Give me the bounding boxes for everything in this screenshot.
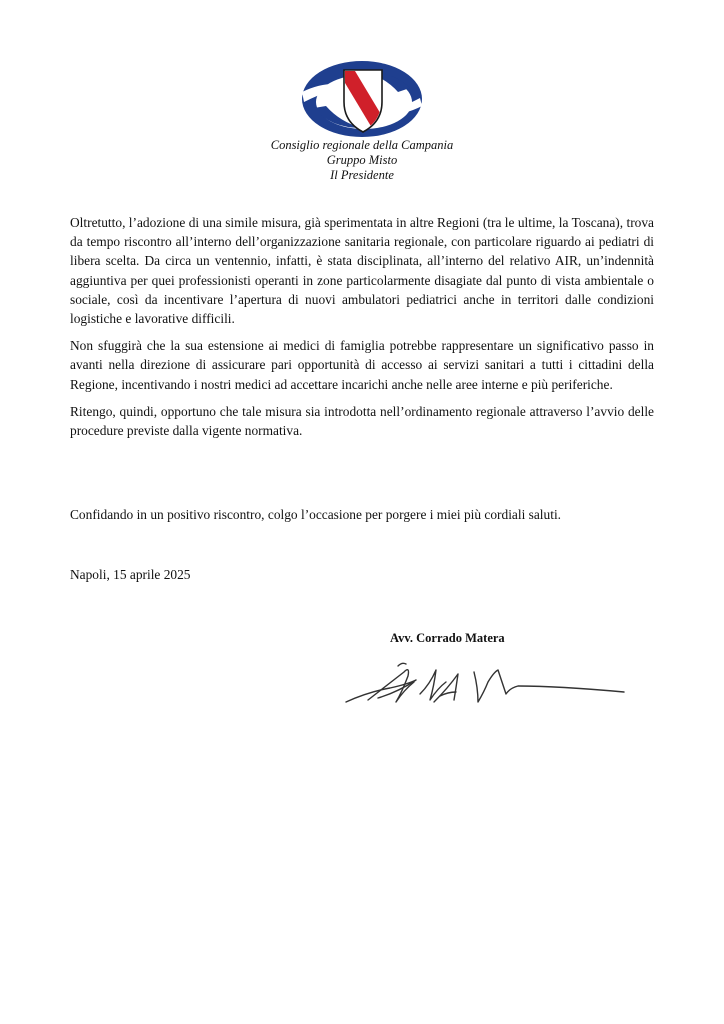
signer-name: Avv. Corrado Matera (390, 631, 505, 645)
letter-body (70, 213, 654, 448)
paragraph: Oltretutto, l’adozione di una simile misura, già sperimentata in altre Regioni (tra le ultime, la Toscana), trova da tempo riscontro all’interno dell’organizzazione sanitaria regionale, con particolare riguardo ai pediatri di libera scelta. Da circa un ventennio, infatti, è stata disciplinata, all’interno del relativo AIR, un’indennità aggiuntiva per quei professionisti operanti in zone particolarmente disagiate dal punto di vista ambientale o sociale, così da incentivare l’apertura di nuovi ambulatori pediatrici anche in territori dalle condizioni logistiche e lavorative difficili. (70, 215, 654, 327)
campania-region-emblem-icon (300, 58, 424, 140)
council-name: Consiglio regionale della Campania (270, 138, 454, 152)
paragraph: Non sfuggirà che la sua estensione ai medici di famiglia potrebbe rappresentare un significativo passo in avanti nella direzione di assicurare pari opportunità di accesso ai servizi sanitari a tutti i cittadini della Regione, incentivando i nostri medici ad accettare incarichi anche nelle aree interne e più periferiche. (70, 338, 654, 392)
handwritten-signature-icon (338, 652, 628, 710)
place-date: Napoli, 15 aprile 2025 (70, 567, 191, 582)
role-title: Il Presidente (330, 168, 394, 182)
letterhead (200, 138, 524, 183)
closing-line: Confidando in un positivo riscontro, colgo l’occasione per porgere i miei più cordiali saluti. (70, 507, 562, 522)
paragraph: Ritengo, quindi, opportuno che tale misura sia introdotta nell’ordinamento regionale attraverso l’avvio delle procedure previste dalla vigente normativa. (70, 403, 654, 439)
group-name: Gruppo Misto (326, 153, 398, 167)
